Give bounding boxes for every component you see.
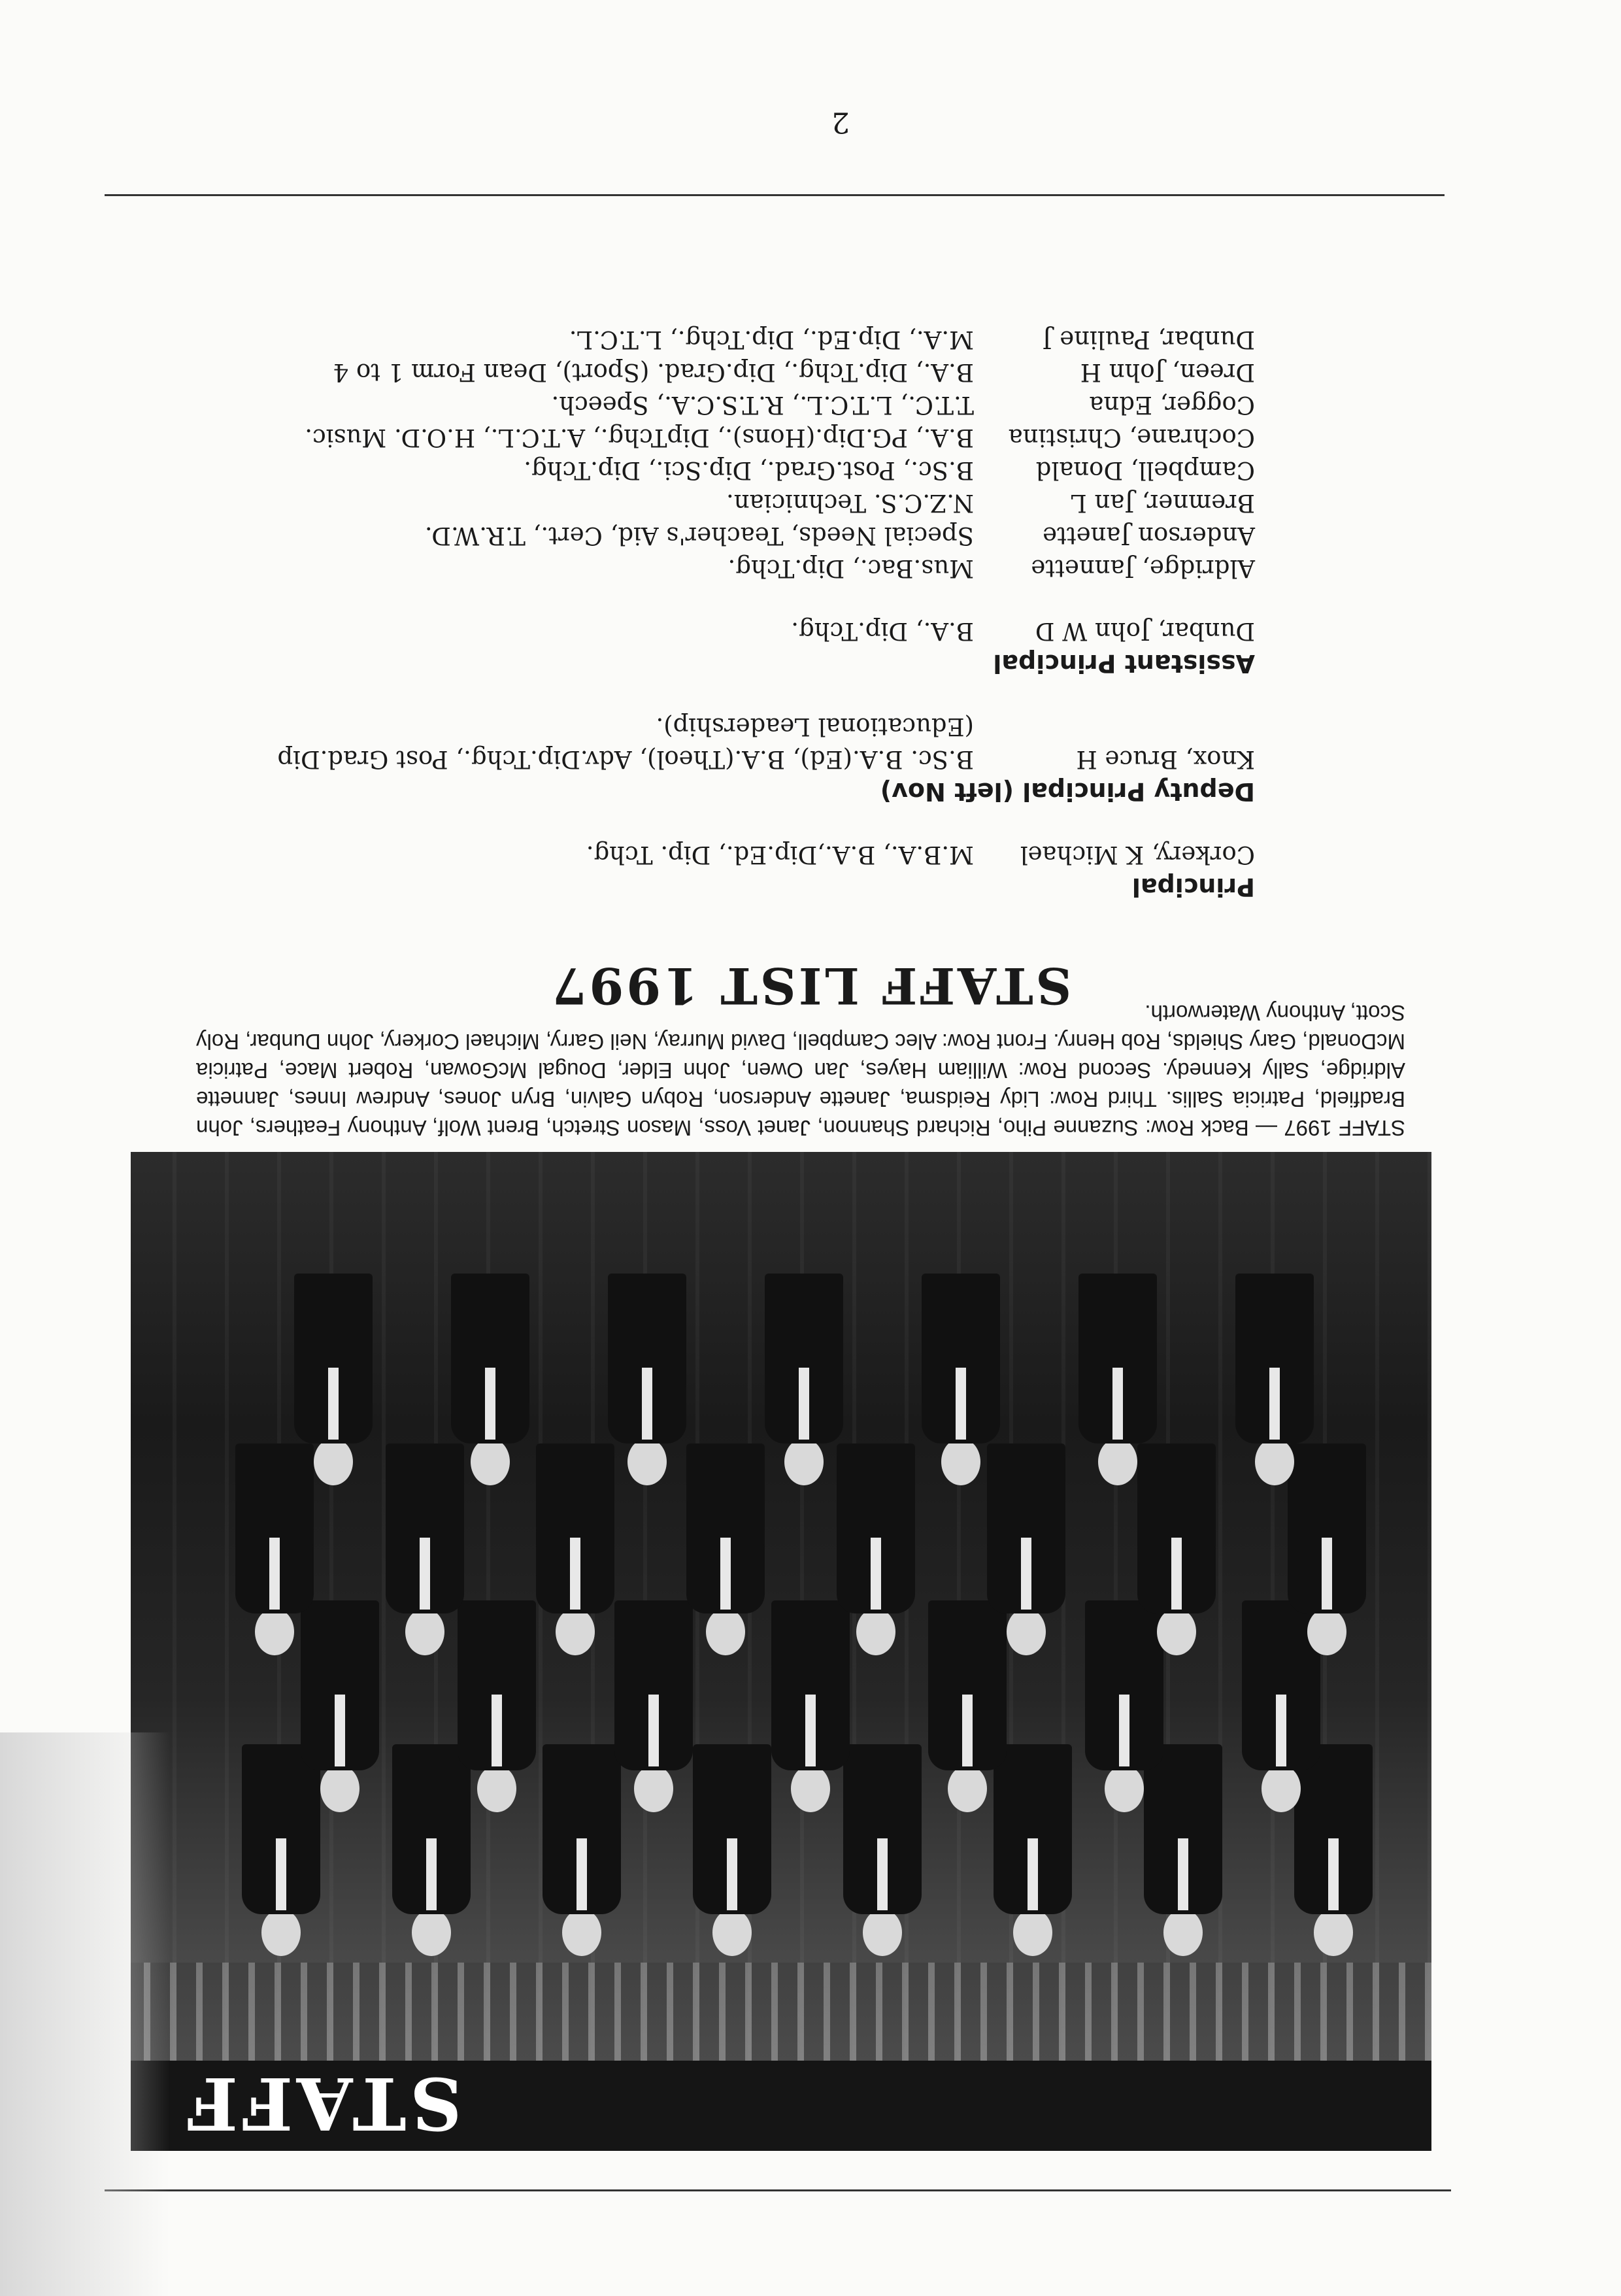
banner-title: STAFF: [183, 2061, 462, 2146]
section-title: Principal: [1131, 873, 1255, 902]
staff-row: [248, 838, 1255, 871]
staff-name: Cochrane, Christina: [1008, 424, 1255, 452]
staff-qualifications: B.A., Dip.Tchg.: [791, 617, 974, 645]
staff-row: [248, 421, 1255, 454]
staff-qualifications: Mus.Bac., Dip.Tchg.: [727, 554, 974, 582]
staff-qualifications: M.B.A., B.A.,Dip.Ed., Dip. Tchg.: [586, 841, 974, 869]
section-deputy-principal: [248, 710, 1255, 808]
staff-qualifications: B.Sc., Post.Grad., Dip.Sci., Dip.Tchg.: [524, 456, 974, 484]
staff-name: Aldridge, Jannette: [1031, 554, 1255, 582]
scan-shadow: [0, 1732, 170, 2296]
staff-row: [248, 710, 1255, 775]
photo-caption: STAFF 1997 — Back Row: Suzanne Piho, Richard Shannon, Janet Voss, Mason Stretch, Brent Wolf, Anthony Feathers, John Bradfield, Patricia Sallis. Third Row: Lidy Reidsma, Janette Anderson, Robyn Galvin, Bryn Jones, Andrew Innes, Jannette Aldridge, Sally Kennedy. Second Row: William Hayes, Jan Owen, John Elder, Dougal McGowan, Robert Mace, Patricia McDonald, Gary Shields, Rob Henry. Front Row: Alec Campbell, David Murray, Neil Garry, Michael Corkery, John Dunbar, Roly Scott, Anthony Waterworth.: [196, 1001, 1405, 1140]
staff-name: Bremner, Jan L: [1071, 489, 1255, 517]
staff-row: [248, 388, 1255, 421]
staff-row: [248, 615, 1255, 647]
staff-list-heading: STAFF LIST 1997: [549, 956, 1072, 1015]
section-principal: [248, 838, 1255, 903]
staff-row: [248, 552, 1255, 584]
staff-row: [248, 323, 1255, 356]
staff-name: Knox, Bruce H: [1076, 745, 1255, 773]
page-number: 2: [831, 105, 850, 139]
staff-qualifications: M.A., Dip.Ed., Dip.Tchg., L.T.C.L.: [569, 326, 974, 354]
staff-name: Corkery, K Michael: [1020, 841, 1255, 869]
staff-row: [248, 356, 1255, 388]
staff-row: [248, 454, 1255, 486]
section-title: Assistant Principal: [993, 649, 1255, 678]
staff-name: Dreen, John H: [1080, 358, 1255, 386]
staff-name: Campbell, Donald: [1035, 456, 1255, 484]
staff-list: [248, 293, 1255, 903]
staff-name: Anderson Janette: [1043, 522, 1255, 550]
staff-qualifications: B.A., Dip.Tchg., Dip.Grad. (Sport), Dean Form 1 to 4: [333, 358, 974, 386]
staff-qualifications: B.A., PG.Dip.(Hons)., DipTchg., A.T.C.L., H.O.D. Music.: [305, 424, 974, 452]
staff-qualifications: Special Needs, Teacher's Aid, Cert., T.R.W.D.: [424, 522, 974, 550]
staff-name: Cogger, Edna: [1089, 391, 1255, 419]
staff-name: Dunbar, Pauline J: [1042, 326, 1255, 354]
stage-curtain: [131, 1963, 1431, 2061]
top-rule: [105, 2189, 1451, 2191]
staff-banner: [131, 2061, 1431, 2151]
staff-qualifications: B.Sc. B.A.(Ed), B.A.(Theol), Adv.Dip.Tchg., Post Grad.Dip (Educational Leadership).: [277, 713, 974, 773]
staff-group-photo: [131, 1152, 1431, 2061]
staff-qualifications: T.T.C., L.T.C.L., R.T.S.C.A., Speech.: [551, 391, 974, 419]
bottom-rule: [105, 194, 1445, 196]
staff-row: [248, 519, 1255, 552]
staff-row: [248, 486, 1255, 519]
staff-qualifications: N.Z.C.S. Technician.: [726, 489, 974, 517]
staff-name: Dunbar, John W D: [1035, 617, 1255, 645]
section-assistant-principal: [248, 615, 1255, 680]
section-title: Deputy Principal (left Nov): [880, 777, 1255, 806]
section-staff: [248, 323, 1255, 584]
